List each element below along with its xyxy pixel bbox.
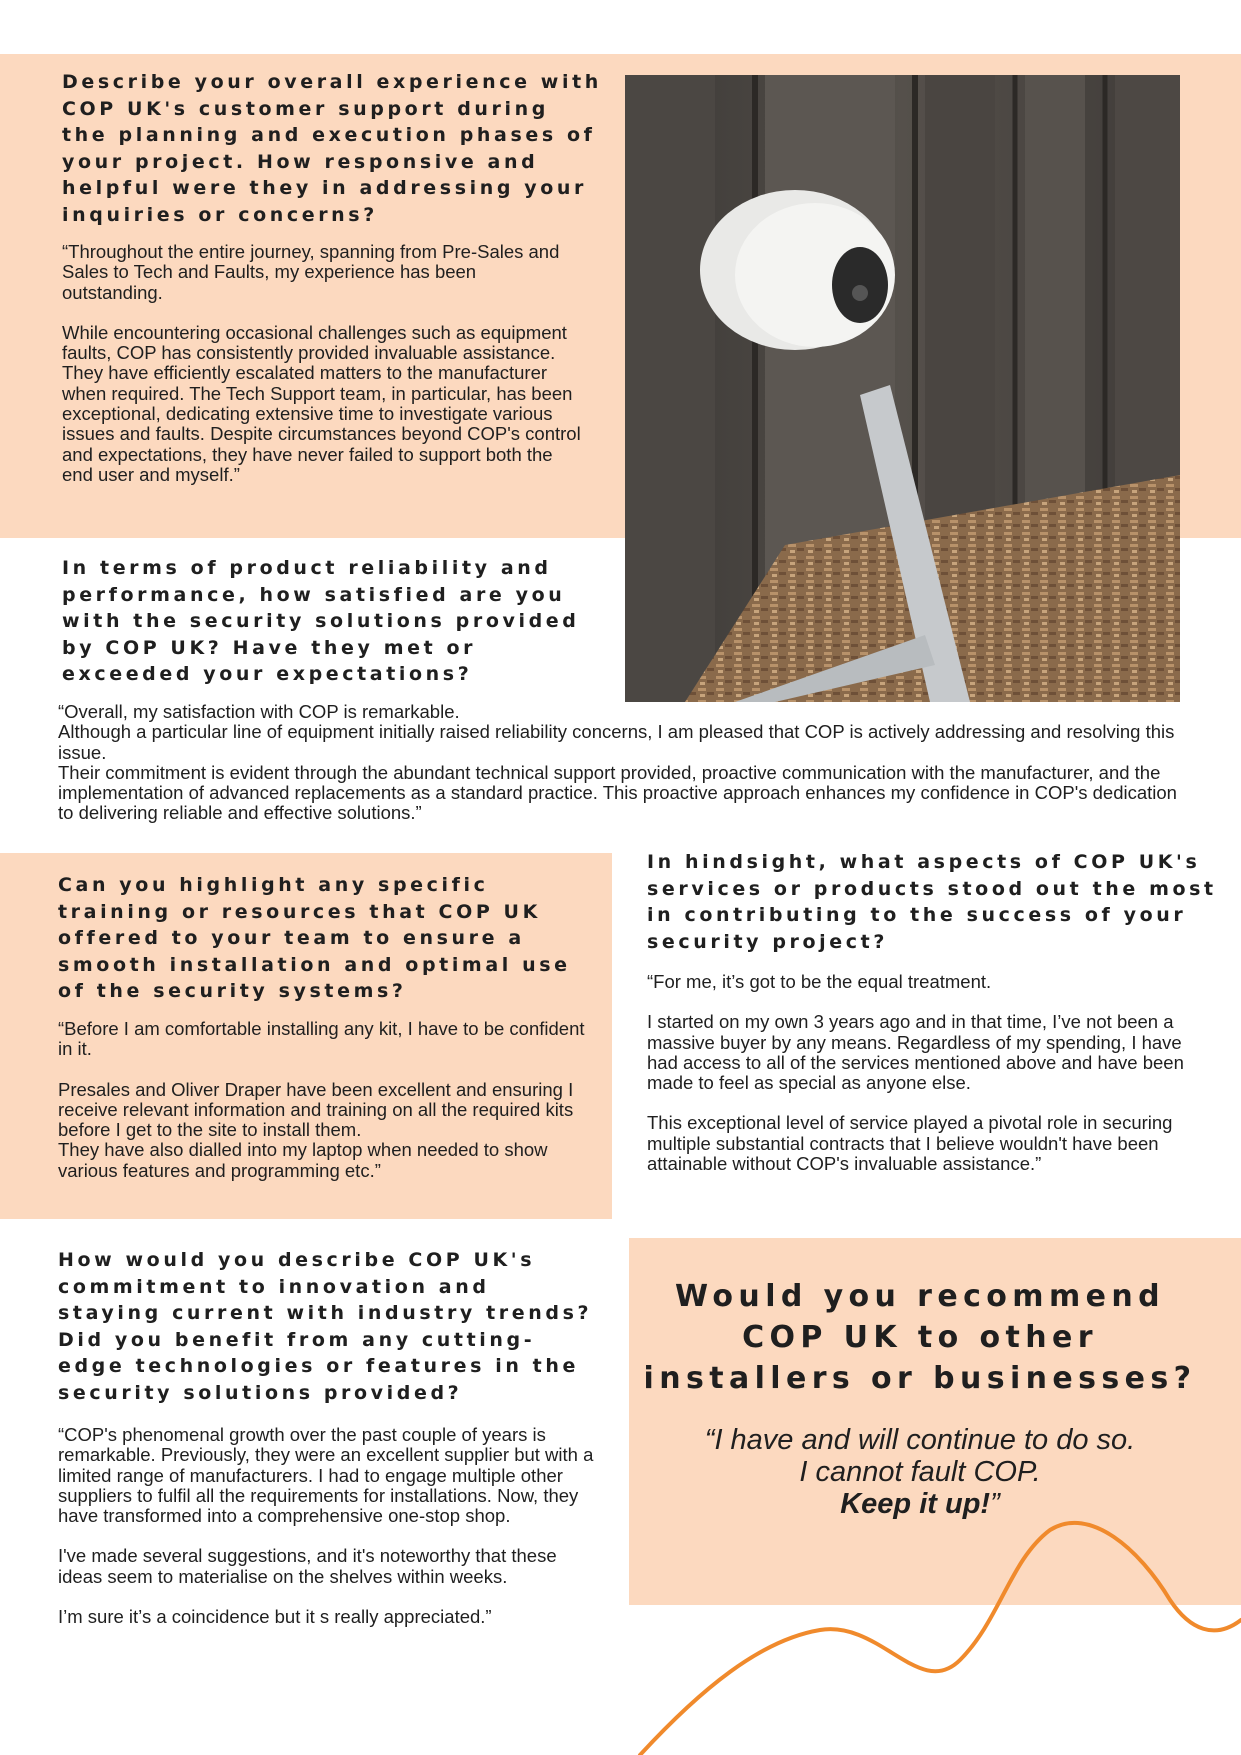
recommend-question: Would you recommend COP UK to other installers or businesses? (643, 1279, 1197, 1396)
support-answer-p2: While encountering occasional challenges such as equipment faults, COP has consistently provided invaluable assistance. They have efficiently escalated matters to the manufacturer when required. The Tech Support team, in particular, has been exceptional, dedicating extensive time to investigate various issues and faults. Despite circumstances beyond COP's control and expectations, they have never failed to support both the end user and myself.” (62, 321, 581, 485)
security-camera-photo (625, 75, 1180, 702)
training-question: Can you highlight any specific training or resources that COP UK offered to your team to ensure a smooth installation and optimal use of the security systems? (58, 874, 571, 1002)
recommend-quote-line2: I cannot fault COP. (799, 1456, 1041, 1488)
hindsight-answer-p2: I started on my own 3 years ago and in that time, I’ve not been a massive buyer by any means. Regardless of my spending, I have had access to all of the services mentioned above and have been made to feel as special as anyone else. (647, 1011, 1184, 1094)
hindsight-answer-p1: “For me, it’s got to be the equal treatment. (647, 971, 992, 992)
support-answer-p1: “Throughout the entire journey, spanning from Pre-Sales and Sales to Tech and Faults, my experience has been outstanding. (62, 241, 560, 303)
training-answer-p2: Presales and Oliver Draper have been excellent and ensuring I receive relevant information and training on all the required kits before I get to the site to install them. (58, 1078, 574, 1141)
innovation-question: How would you describe COP UK's commitment to innovation and staying current with industry trends? Did you benefit from any cutting-edge technologies or features in the security solutions provided? (58, 1249, 593, 1404)
innovation-answer-p2: I've made several suggestions, and it's noteworthy that these ideas seem to materialise on the shelves within weeks. (58, 1545, 557, 1587)
camera-photo-icon (625, 75, 1180, 702)
training-answer (58, 1019, 598, 1181)
innovation-answer-p3: I’m sure it’s a coincidence but it s really appreciated.” (58, 1606, 492, 1628)
innovation-answer (58, 1425, 603, 1627)
reliability-answer (58, 702, 1188, 824)
recommend-quote-end: ” (990, 1488, 1000, 1520)
reliability-answer-l1: “Overall, my satisfaction with COP is remarkable. (58, 701, 460, 722)
training-answer-p1: “Before I am comfortable installing any kit, I have to be confident in it. (58, 1018, 585, 1060)
support-answer (62, 242, 582, 485)
reliability-answer-l2: Although a particular line of equipment initially raised reliability concerns, I am pleased that COP is actively addressing and resolving this issue. (58, 721, 1175, 763)
innovation-answer-p1: “COP's phenomenal growth over the past couple of years is remarkable. Previously, they were an excellent supplier but with a limited range of manufacturers. I had to engage multiple other suppliers to fulfil all the requirements for installations. Now, they have transformed into a comprehensive one-stop shop. (58, 1424, 594, 1527)
hindsight-answer-p3: This exceptional level of service played a pivotal role in securing multiple substantial contracts that I believe wouldn't have been attainable without COP's invaluable assistance.” (647, 1112, 1173, 1175)
reliability-question: In terms of product reliability and performance, how satisfied are you with the security solutions provided by COP UK? Have they met or exceeded your expectations? (62, 557, 580, 685)
training-answer-p3: They have also dialled into my laptop when needed to show various features and programming etc.” (58, 1139, 548, 1181)
recommend-quote-line1: “I have and will continue to do so. (704, 1424, 1136, 1456)
recommend-quote-bold: Keep it up! (840, 1488, 991, 1520)
hindsight-answer (647, 972, 1197, 1174)
recommend-quote-line3 (630, 1488, 1210, 1520)
support-question: Describe your overall experience with COP UK's customer support during the planning and execution phases of your project. How responsive and helpful were they in addressing your inquiries or concerns? (62, 71, 602, 226)
hindsight-question: In hindsight, what aspects of COP UK's services or products stood out the most in contributing to the success of your security project? (647, 851, 1217, 953)
recommend-quote (630, 1424, 1210, 1520)
reliability-answer-l3: Their commitment is evident through the abundant technical support provided, proactive communication with the manufacturer, and the implementation of advanced replacements as a standard practice. This proactive approach enhances my confidence in COP's dedication to delivering reliable and effective solutions.” (58, 761, 1177, 824)
